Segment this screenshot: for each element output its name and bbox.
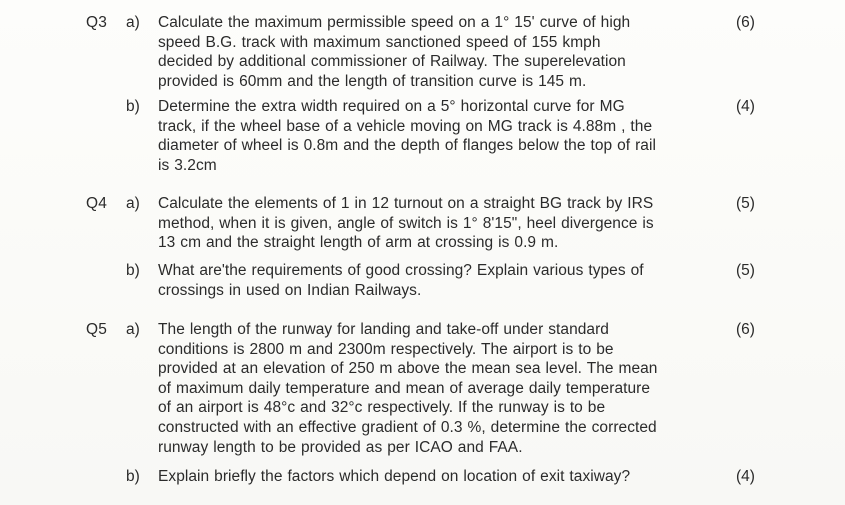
marks: (6) [736, 14, 755, 31]
text-line: Calculate the elements of 1 in 12 turnout on a straight BG track by IRS [158, 195, 654, 212]
text-line: Determine the extra width required on a 5° horizontal curve for MG [158, 98, 625, 115]
text-line: What are'the requirements of good crossing? Explain various types of [158, 262, 644, 279]
part-label: b) [126, 98, 140, 115]
marks: (5) [736, 262, 755, 279]
marks: (5) [736, 195, 755, 212]
text-line: is 3.2cm [158, 156, 217, 174]
part-label: a) [126, 195, 140, 212]
question-number: Q5 [86, 321, 108, 338]
text-line: method, when it is given, angle of switch is 1° 8'15", heel divergence is [158, 214, 654, 232]
text-line: conditions is 2800 m and 2300m respectively. The airport is to be [158, 340, 614, 358]
part-text [158, 97, 698, 175]
marks: (4) [736, 468, 755, 485]
part-label: b) [126, 262, 140, 279]
text-line: decided by additional commissioner of Railway. The superelevation [158, 53, 626, 71]
part-text [158, 194, 698, 253]
text-line: runway length to be provided as per ICAO and FAA. [158, 438, 523, 456]
text-line: 13 cm and the straight length of arm at crossing is 0.9 m. [158, 234, 559, 252]
part-label: a) [126, 14, 140, 31]
part-text [158, 467, 698, 487]
text-line: crossings in used on Indian Railways. [158, 281, 422, 299]
marks: (6) [736, 321, 755, 338]
question-number: Q4 [86, 195, 108, 212]
text-line: provided at an elevation of 250 m above the mean sea level. The mean [158, 360, 658, 378]
part-text [158, 13, 698, 91]
text-line: of an airport is 48°c and 32°c respectively. If the runway is to be [158, 399, 606, 417]
text-line: diameter of wheel is 0.8m and the depth of flanges below the top of rail [158, 137, 656, 155]
text-line: track, if the wheel base of a vehicle moving on MG track is 4.88m , the [158, 117, 653, 135]
text-line: Explain briefly the factors which depend on location of exit taxiway? [158, 468, 631, 485]
text-line: Calculate the maximum permissible speed on a 1° 15' curve of high [158, 14, 631, 31]
text-line: The length of the runway for landing and take-off under standard [158, 321, 609, 338]
text-line: speed B.G. track with maximum sanctioned speed of 155 kmph [158, 33, 601, 51]
part-text [158, 261, 698, 300]
question-number: Q3 [86, 14, 108, 31]
part-text [158, 320, 698, 457]
text-line: of maximum daily temperature and mean of average daily temperature [158, 379, 651, 397]
part-label: a) [126, 321, 140, 338]
marks: (4) [736, 98, 755, 115]
text-line: provided is 60mm and the length of transition curve is 145 m. [158, 72, 587, 90]
part-label: b) [126, 468, 140, 485]
text-line: constructed with an effective gradient of 0.3 %, determine the corrected [158, 418, 657, 436]
